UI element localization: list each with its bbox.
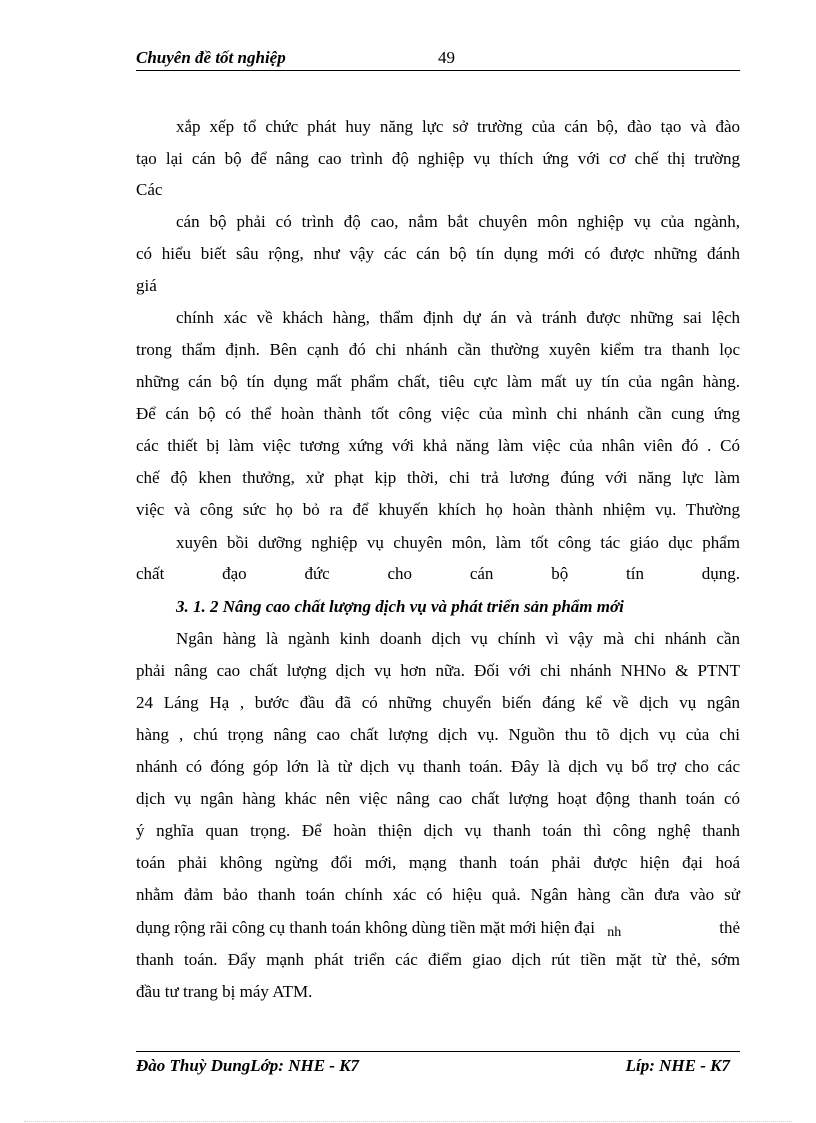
footer-class: Líp: NHE - K7	[625, 1056, 730, 1075]
text-line: ý nghĩa quan trọng. Để hoàn thiện dịch vụ thanh toán thì công nghệ thanh	[136, 821, 740, 840]
text-line: chính xác về khách hàng, thẩm định dự án và tránh được những sai lệch	[176, 308, 740, 327]
text-line: giá	[136, 276, 157, 295]
header-rule	[136, 70, 740, 71]
text-line: hàng , chú trọng nâng cao chất lượng dịch vụ. Nguồn thu tõ dịch vụ của chi	[136, 725, 740, 744]
text-fragment: dụng rộng rãi công cụ thanh toán không dùng tiền mặt mới hiện đại	[136, 918, 595, 937]
section-heading: 3. 1. 2 Nâng cao chất lượng dịch vụ và phát triển sản phẩm mới	[176, 597, 624, 616]
header-title: Chuyên đề tốt nghiệp	[136, 48, 286, 67]
text-line: toán phải không ngừng đổi mới, mạng thanh toán phải được hiện đại hoá	[136, 853, 740, 872]
text-fragment-lowered: nh	[607, 925, 622, 940]
text-line: thanh toán. Đẩy mạnh phát triển các điểm giao dịch rút tiền mặt từ thẻ, sớm	[136, 950, 740, 969]
text-line: cán bộ phải có trình độ cao, nắm bắt chuyên môn nghiệp vụ của ngành,	[176, 212, 740, 231]
text-line: Các	[136, 180, 163, 199]
text-line: có hiểu biết sâu rộng, như vậy các cán bộ tín dụng mới có được những đánh	[136, 244, 740, 263]
text-line: phải nâng cao chất lượng dịch vụ hơn nữa. Đối với chi nhánh NHNo & PTNT	[136, 661, 740, 680]
text-line: những cán bộ tín dụng mất phẩm chất, tiêu cực làm mất uy tín của ngân hàng.	[136, 372, 740, 391]
text-line: xắp xếp tổ chức phát huy năng lực sở trường của cán bộ, đào tạo và đào	[176, 117, 740, 136]
text-line: trong thẩm định. Bên cạnh đó chi nhánh cần thường xuyên kiểm tra thanh lọc	[136, 340, 740, 359]
text-line: việc và công sức họ bỏ ra để khuyến khích họ hoàn thành nhiệm vụ. Thường	[136, 500, 740, 519]
text-fragment: thẻ	[719, 918, 740, 937]
text-line: nhằm đảm bảo thanh toán chính xác có hiệu quả. Ngân hàng cần đưa vào sử	[136, 885, 740, 904]
text-line: xuyên bồi dưỡng nghiệp vụ chuyên môn, làm tốt công tác giáo dục phẩm	[176, 533, 740, 552]
text-line: Ngân hàng là ngành kinh doanh dịch vụ chính vì vậy mà chi nhánh cần	[176, 629, 740, 648]
text-line: đầu tư trang bị máy ATM.	[136, 982, 313, 1001]
text-line: các thiết bị làm việc tương xứng với khả năng làm việc của nhân viên đó . Có	[136, 436, 740, 455]
text-line: nhánh có đóng góp lớn là từ dịch vụ thanh toán. Đây là dịch vụ bổ trợ cho các	[136, 757, 740, 776]
text-line	[136, 918, 740, 940]
text-line: Để cán bộ có thể hoàn thành tốt công việc của mình chi nhánh cần cung ứng	[136, 404, 740, 423]
text-line: dịch vụ ngân hàng khác nên việc nâng cao chất lượng hoạt động thanh toán có	[136, 789, 740, 808]
text-line: tạo lại cán bộ để nâng cao trình độ nghiệp vụ thích ứng với cơ chế thị trường	[136, 149, 740, 168]
text-line: 24 Láng Hạ , bước đầu đã có những chuyển biến đáng kể về dịch vụ ngân	[136, 693, 740, 712]
footer-rule	[136, 1051, 740, 1052]
footer-author: Đào Thuỳ DungLớp: NHE - K7	[136, 1056, 360, 1075]
text-line: chất đạo đức cho cán bộ tín dụng.	[136, 564, 740, 583]
text-line: chế độ khen thưởng, xử phạt kịp thời, chi trả lương đúng với năng lực làm	[136, 468, 740, 487]
page-boundary	[24, 1121, 792, 1122]
page-number: 49	[438, 48, 455, 67]
